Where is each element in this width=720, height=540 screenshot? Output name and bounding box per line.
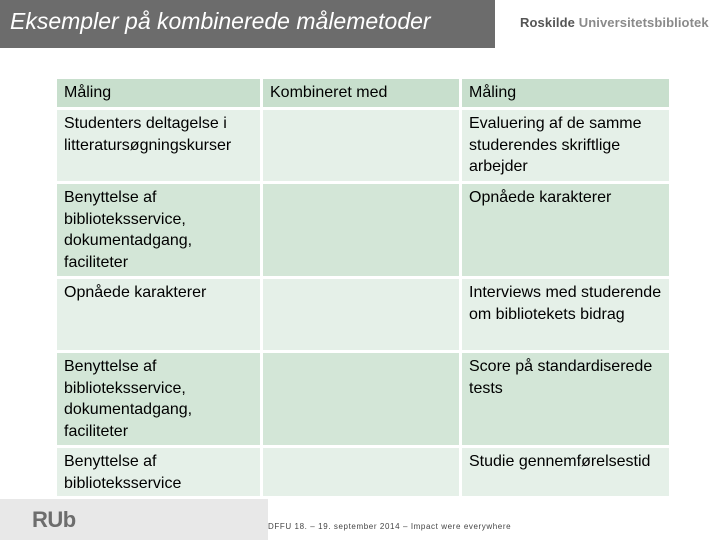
table-cell: Interviews med studerende om bibliotekets bidrag — [462, 279, 669, 350]
table-row — [57, 448, 669, 497]
header-cell-measure-2: Måling — [462, 79, 669, 107]
footer-logo: RUb — [32, 507, 76, 532]
brand-name-part1: Roskilde — [520, 15, 579, 30]
table-cell: Studenters deltagelse i litteratursøgningskurser — [57, 110, 260, 181]
table-cell — [263, 279, 459, 350]
brand-name — [520, 15, 709, 30]
table-row — [57, 184, 669, 276]
table-cell — [263, 353, 459, 445]
table-header-row — [57, 79, 669, 107]
header-cell-combined-with: Kombineret med — [263, 79, 459, 107]
footer-text: DFFU 18. – 19. september 2014 – Impact were everywhere — [268, 522, 512, 531]
table-cell: Benyttelse af biblioteksservice, dokumentadgang, faciliteter — [57, 353, 260, 445]
brand-name-part2: Universitetsbibliotek — [578, 15, 709, 30]
table-cell: Benyttelse af biblioteksservice, dokumentadgang, faciliteter — [57, 184, 260, 276]
table-cell: Evaluering af de samme studerendes skriftlige arbejder — [462, 110, 669, 181]
table-row — [57, 279, 669, 350]
table-cell: Studie gennemførelsestid — [462, 448, 669, 497]
header-bar — [0, 0, 720, 48]
table-cell — [263, 448, 459, 497]
measures-table — [54, 76, 672, 500]
table-cell: Score på standardiserede tests — [462, 353, 669, 445]
table-cell: Opnåede karakterer — [462, 184, 669, 276]
table-cell: Benyttelse af biblioteksservice — [57, 448, 260, 497]
table-row — [57, 110, 669, 181]
header-cell-measure-1: Måling — [57, 79, 260, 107]
table-cell — [263, 110, 459, 181]
table-cell: Opnåede karakterer — [57, 279, 260, 350]
table-row — [57, 353, 669, 445]
slide-title: Eksempler på kombinerede målemetoder — [10, 8, 431, 34]
table-cell — [263, 184, 459, 276]
